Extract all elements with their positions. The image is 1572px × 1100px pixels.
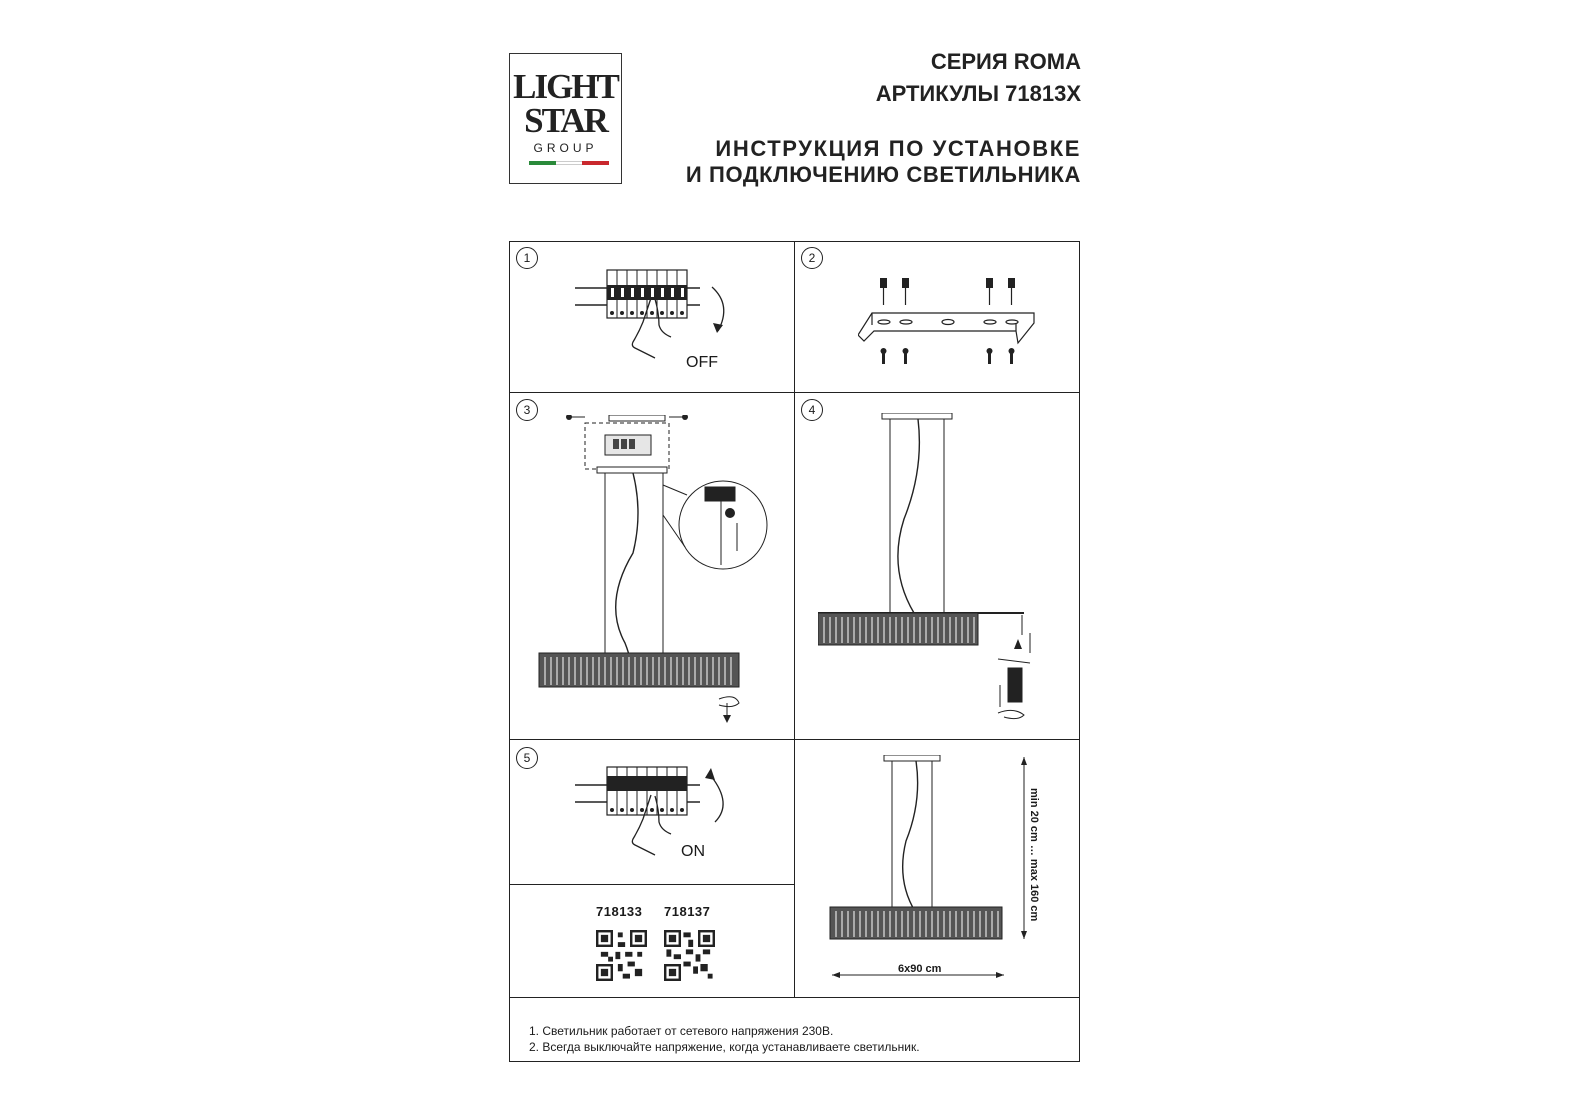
flag-red [582, 161, 609, 165]
instruction-title-line-1: ИНСТРУКЦИЯ ПО УСТАНОВКЕ [715, 136, 1081, 161]
step-2-number: 2 [801, 247, 823, 269]
instruction-title-line-2: И ПОДКЛЮЧЕНИЮ СВЕТИЛЬНИКА [685, 162, 1081, 187]
step-5-on-label: ON [681, 843, 705, 860]
flag-green [529, 161, 556, 165]
breaker-off-illustration [575, 267, 735, 367]
article-code-2: 718137 [664, 904, 711, 919]
article-code-1: 718133 [596, 904, 643, 919]
grid-divider-row-2 [509, 739, 1080, 740]
dimension-drawing [828, 755, 1058, 987]
grid-divider-row-4 [509, 997, 1080, 998]
breaker-on-illustration [575, 764, 735, 864]
installation-step-3-illustration [537, 415, 777, 735]
logo-line-3: GROUP [533, 141, 598, 155]
step-4-number: 4 [801, 399, 823, 421]
grid-divider-row-1 [509, 392, 1080, 393]
installation-step-4-illustration [818, 413, 1048, 733]
step-1-off-label: OFF [686, 354, 718, 371]
italian-flag-stripe [529, 161, 609, 165]
series-title: СЕРИЯ ROMA [930, 49, 1081, 74]
grid-divider-left-row-3 [509, 884, 795, 885]
mounting-bracket-illustration [858, 275, 1038, 375]
brand-logo [509, 53, 622, 184]
step-5-number: 5 [516, 747, 538, 769]
articles-title: АРТИКУЛЫ 71813X [875, 81, 1081, 106]
note-1: 1. Светильник работает от сетевого напряжения 230В. [529, 1024, 834, 1038]
qr-code-718133 [596, 930, 647, 981]
logo-line-1: LIGHT [513, 67, 618, 106]
step-1-number: 1 [516, 247, 538, 269]
step-3-number: 3 [516, 399, 538, 421]
logo-line-2: STAR [524, 101, 607, 140]
note-2: 2. Всегда выключайте напряжение, когда устанавливаете светильник. [529, 1040, 920, 1054]
qr-code-718137 [664, 930, 715, 981]
height-dimension-label: min 20 cm … max 160 cm [1028, 788, 1040, 922]
flag-white [556, 161, 583, 165]
width-dimension-label: 6x90 cm [898, 963, 942, 975]
